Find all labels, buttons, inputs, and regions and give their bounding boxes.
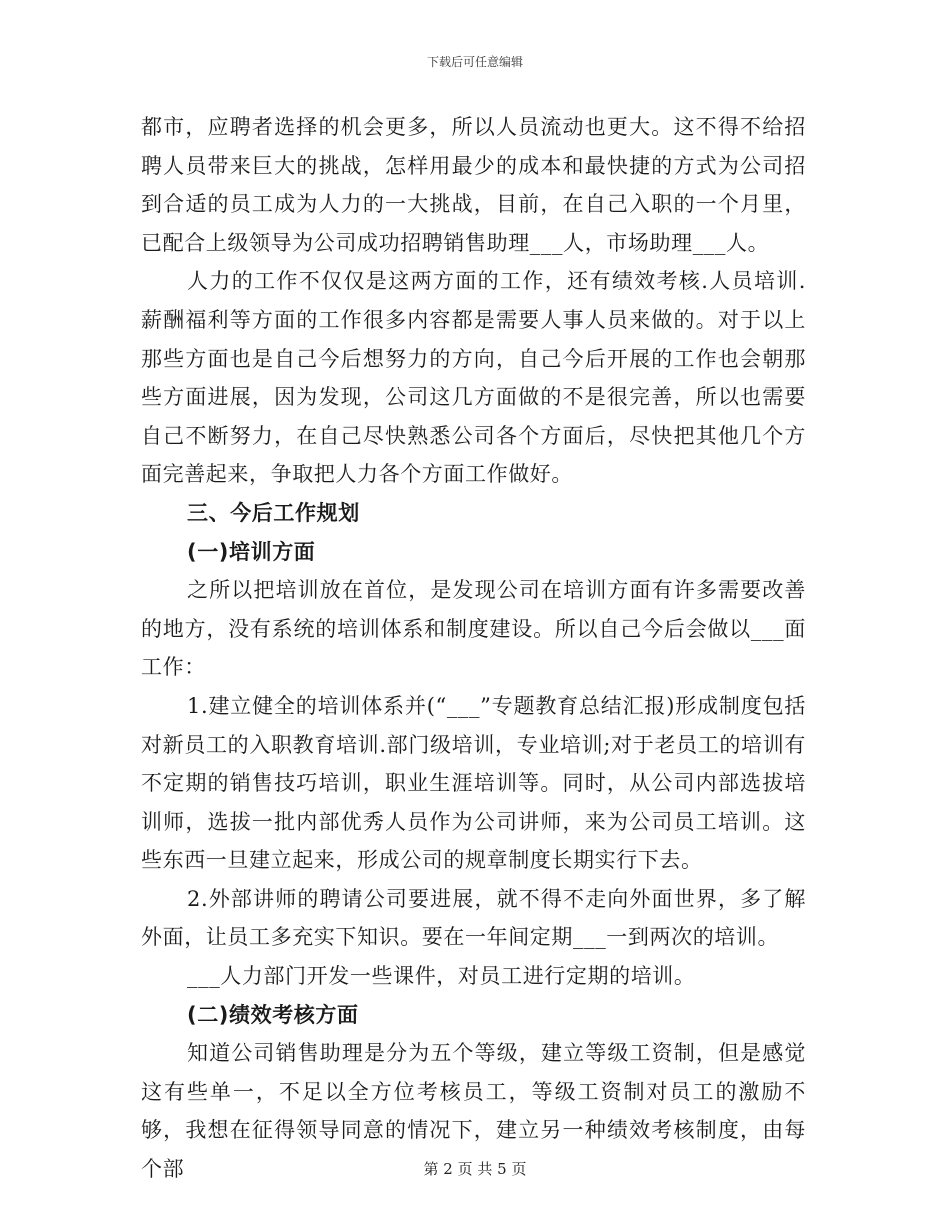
page-header-note: 下载后可任意编辑 (426, 55, 523, 69)
paragraph-training-item-2: 2.外部讲师的聘请公司要进展，就不得不走向外面世界，多了解外面，让员工多充实下知识。要在一年间定期___一到两次的培训。 (141, 886, 806, 950)
paragraph-training-intro: 之所以把培训放在首位，是发现公司在培训方面有许多需要改善的地方，没有系统的培训体系和制度建设。所以自己今后会做以___面工作： (141, 578, 806, 680)
subsection-heading-performance: (二)绩效考核方面 (187, 1002, 359, 1027)
subsection-heading-training: (一)培训方面 (187, 539, 316, 564)
paragraph-recruitment-challenge: 都市，应聘者选择的机会更多，所以人员流动也更大。这不得不给招聘人员带来巨大的挑战，怎样用最少的成本和最快捷的方式为公司招到合适的员工成为人力的一大挑战，目前，在自己入职的一个月里，已配合上级领导为公司成功招聘销售助理___人，市场助理___人。 (141, 115, 806, 255)
paragraph-hr-scope: 人力的工作不仅仅是这两方面的工作，还有绩效考核.人员培训.薪酬福利等方面的工作很多内容都是需要人事人员来做的。对于以上那些方面也是自己今后想努力的方向，自己今后开展的工作也会朝那些方面进展，因为发现，公司这几方面做的不是很完善，所以也需要自己不断努力，在自己尽快熟悉公司各个方面后，尽快把其他几个方面完善起来，争取把人力各个方面工作做好。 (141, 269, 806, 487)
page-number-footer: 第 2 页 共 5 页 (423, 1160, 527, 1178)
paragraph-training-courseware: ___人力部门开发一些课件，对员工进行定期的培训。 (187, 964, 696, 989)
paragraph-performance-system: 知道公司销售助理是分为五个等级，建立等级工资制，但是感觉这有些单一，不足以全方位考核员工，等级工资制对员工的激励不够，我想在征得领导同意的情况下，建立另一种绩效考核制度，由每个部 (141, 1041, 806, 1182)
document-body (141, 108, 806, 1189)
paragraph-training-item-1: 1.建立健全的培训体系并(“___”专题教育总结汇报)形成制度包括对新员工的入职教育培训.部门级培训，专业培训;对于老员工的培训有不定期的销售技巧培训，职业生涯培训等。同时，从公司内部选拔培训师，选拔一批内部优秀人员作为公司讲师，来为公司员工培训。这些东西一旦建立起来，形成公司的规章制度长期实行下去。 (141, 693, 806, 873)
section-heading-future-plan: 三、今后工作规划 (187, 500, 360, 525)
